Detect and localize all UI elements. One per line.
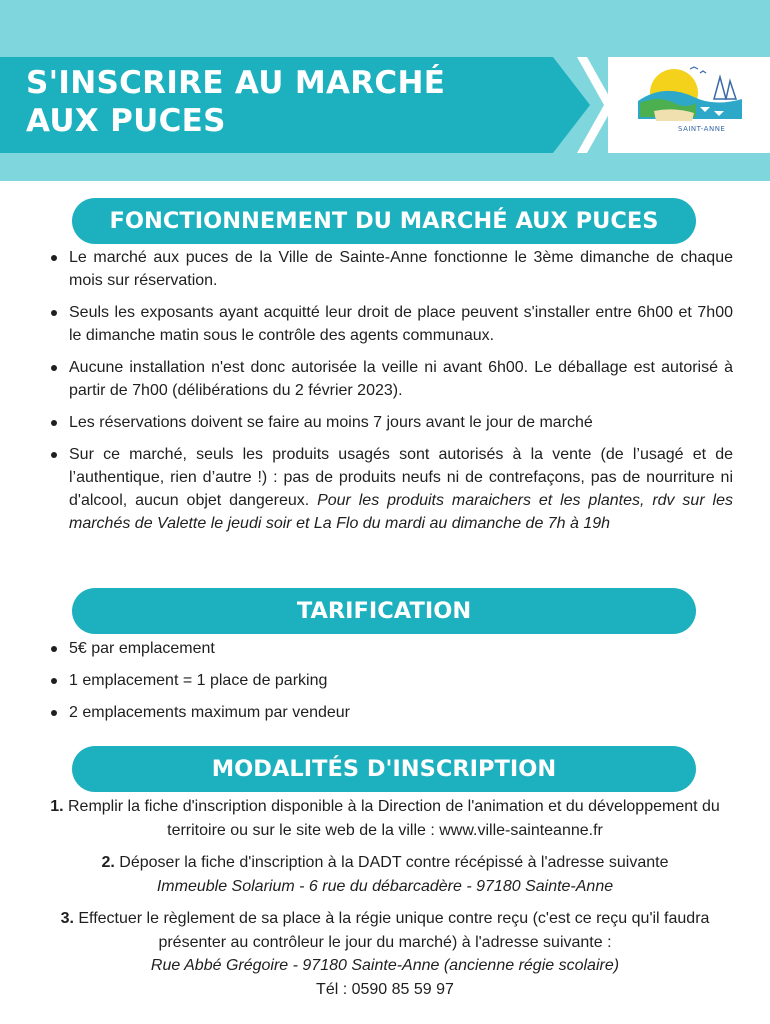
rules-list	[47, 246, 733, 544]
list-item: 1 emplacement = 1 place de parking	[47, 669, 733, 692]
market-info-italic: Pour les produits maraichers et les plantes, rdv sur les marchés de Valette le jeudi soir et La Flo du mardi au dimanche de 7h à 19h	[69, 492, 733, 532]
step-text: Effectuer le règlement de sa place à la régie unique contre reçu (c'est ce reçu qu'il faudra présenter au contrôleur le jour du marché) à l'adresse suivante :	[78, 910, 710, 951]
list-item: Seuls les exposants ayant acquitté leur droit de place peuvent s'installer entre 6h00 et 7h00 le dimanche matin sous le contrôle des agents communaux.	[47, 301, 733, 347]
list-item: Aucune installation n'est donc autorisée la veille ni avant 6h00. Le déballage est autorisé à partir de 7h00 (délibérations du 2 février 2023).	[47, 356, 733, 402]
section-heading-tarification: TARIFICATION	[72, 588, 696, 634]
step-2	[28, 851, 742, 898]
step-text: Remplir la fiche d'inscription disponible à la Direction de l'animation et du développement du territoire ou sur le site web de la ville : www.ville-sainteanne.fr	[67, 798, 720, 839]
dadt-address: Immeuble Solarium - 6 rue du débarcadère - 97180 Sainte-Anne	[156, 877, 614, 895]
step-text: Déposer la fiche d'inscription à la DADT contre récépissé à l'adresse suivante	[119, 854, 669, 871]
pricing-list	[47, 637, 733, 733]
list-item: 5€ par emplacement	[47, 637, 733, 660]
phone-number: Tél : 0590 85 59 97	[316, 980, 454, 998]
products-rule: Sur ce marché, seuls les produits usagés sont autorisés à la vente (de l’usagé et de l’authentique, rien d’autre !) : pas de produits neufs ni de contrefaçons, pas de nourriture ni d'alcool, aucun objet dangereux.	[69, 446, 733, 509]
step-1	[28, 795, 742, 842]
list-item: Le marché aux puces de la Ville de Sainte-Anne fonctionne le 3ème dimanche de chaque mois sur réservation.	[47, 246, 733, 292]
logo-panel	[608, 57, 770, 153]
registration-steps	[28, 795, 742, 1010]
page-title: S'INSCRIRE AU MARCHÉ AUX PUCES	[26, 65, 446, 139]
step-3	[28, 907, 742, 1001]
step-number: 3.	[60, 910, 74, 927]
step-number: 1.	[50, 798, 64, 815]
section-heading-fonctionnement: FONCTIONNEMENT DU MARCHÉ AUX PUCES	[72, 198, 696, 244]
list-item	[47, 443, 733, 535]
list-item: Les réservations doivent se faire au moins 7 jours avant le jour de marché	[47, 411, 733, 434]
sainte-anne-logo	[634, 63, 744, 133]
regie-address: Rue Abbé Grégoire - 97180 Sainte-Anne (ancienne régie scolaire)	[150, 957, 620, 974]
list-item: 2 emplacements maximum par vendeur	[47, 701, 733, 724]
step-number: 2.	[101, 854, 115, 871]
logo-caption: SAINT-ANNE	[678, 125, 726, 133]
section-heading-modalites: MODALITÉS D'INSCRIPTION	[72, 746, 696, 792]
